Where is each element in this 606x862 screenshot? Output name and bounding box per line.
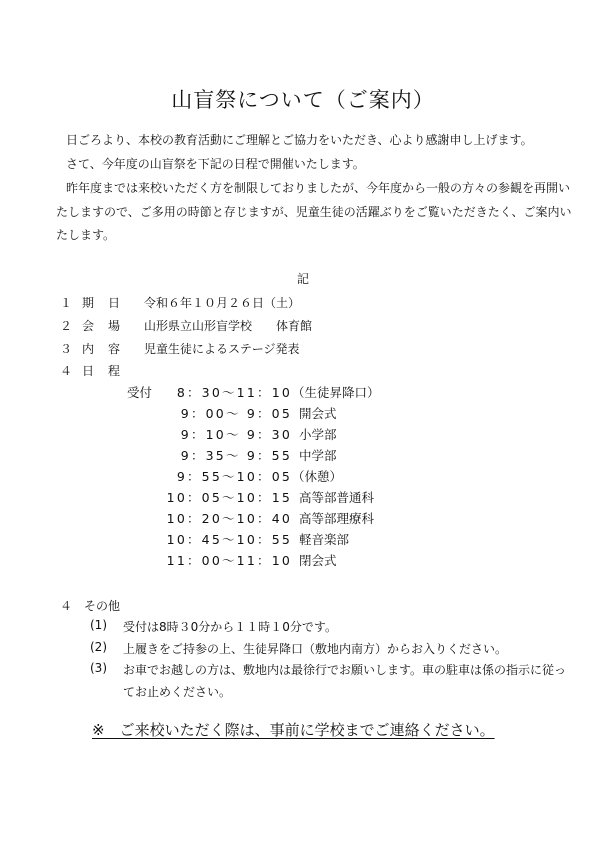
note-text: 上履きをご持参の上、生徒昇降口（敷地内南方）からお入りください。: [123, 642, 508, 656]
item-schedule: [60, 362, 144, 379]
schedule-time: 9：00～ 9：05: [180, 406, 292, 421]
schedule-time: 9：35～ 9：55: [180, 448, 292, 463]
contact-notice: ※ ご来校いただく際は、事前に学校までご連絡ください。: [92, 721, 495, 739]
schedule-time: 10：20～10：40: [166, 511, 292, 526]
other-heading: ４ その他: [60, 599, 121, 613]
intro-line-3: 昨年度までは来校いただく方を制限しておりましたが、今年度から一般の方々の参観を再開い: [66, 181, 571, 195]
item-value: 児童生徒によるステージ発表: [144, 342, 300, 356]
schedule-event: （生徒昇降口）: [292, 385, 380, 400]
schedule-row: [150, 383, 292, 399]
schedule-event: 高等部普通科: [299, 490, 375, 505]
schedule-row: [150, 488, 292, 504]
item-label: 期 日: [82, 296, 122, 310]
schedule-time: 10：45～10：55: [166, 532, 292, 547]
note-number: (2): [90, 640, 107, 654]
item-number: ２: [60, 319, 73, 333]
item-venue: [60, 317, 312, 334]
item-date: [60, 294, 300, 311]
item-number: ４: [60, 364, 73, 378]
item-content: [60, 340, 300, 357]
schedule-event: 高等部理療科: [299, 511, 375, 526]
schedule-time: 9：55～10：05: [176, 469, 292, 484]
note-number: (3): [90, 661, 107, 675]
note-text: お車でお越しの方は、敷地内は最徐行でお願いします。車の駐車は係の指示に従っ: [123, 663, 567, 677]
intro-line-4: たしますので、ご多用の時節と存じますが、児童生徒の活躍ぶりをご覧いただきたく、ご案内い: [56, 205, 572, 219]
schedule-row: [150, 530, 292, 546]
schedule-time: 8：30～11：10: [176, 385, 292, 400]
ki-heading: 記: [296, 272, 309, 286]
schedule-event: 軽音楽部: [299, 532, 350, 547]
schedule-row: [150, 467, 292, 483]
note-number: (1): [90, 618, 107, 632]
schedule-row: [150, 425, 292, 441]
item-value: 令和６年１０月２６日（土）: [144, 296, 301, 310]
schedule-row: [150, 551, 292, 567]
schedule-time: 9：10～ 9：30: [180, 427, 292, 442]
schedule-event: 閉会式: [299, 553, 337, 568]
item-label: 会 場: [82, 319, 122, 333]
schedule-row: [150, 509, 292, 525]
schedule-event: 小学部: [299, 427, 337, 442]
note-item: [90, 640, 550, 656]
schedule-event: 開会式: [299, 406, 337, 421]
schedule-event: （休憩）: [292, 469, 343, 484]
schedule-time: 10：05～10：15: [166, 490, 292, 505]
item-number: １: [60, 296, 73, 310]
page-title: 山盲祭について（ご案内）: [171, 88, 435, 112]
schedule-row: [150, 404, 292, 420]
schedule-row: [150, 446, 292, 462]
item-label: 内 容: [82, 342, 122, 356]
note-text-continued: てお止めください。: [123, 685, 232, 699]
intro-line-5: たします。: [56, 228, 116, 242]
note-item: [90, 618, 550, 634]
reception-label: 受付: [127, 385, 153, 400]
schedule-event: 中学部: [299, 448, 337, 463]
intro-line-2: さて、今年度の山盲祭を下記の日程で開催いたします。: [66, 157, 365, 171]
item-value: 山形県立山形盲学校 体育館: [144, 319, 313, 333]
item-number: ３: [60, 342, 73, 356]
item-label: 日 程: [82, 364, 122, 378]
intro-line-1: 日ごろより、本校の教育活動にご理解とご協力をいただき、心より感謝申し上げます。: [66, 133, 533, 147]
note-text: 受付は8時３0分から１１時１0分です。: [123, 620, 337, 634]
note-item: [90, 661, 567, 677]
schedule-time: 11：00～11：10: [166, 553, 292, 568]
